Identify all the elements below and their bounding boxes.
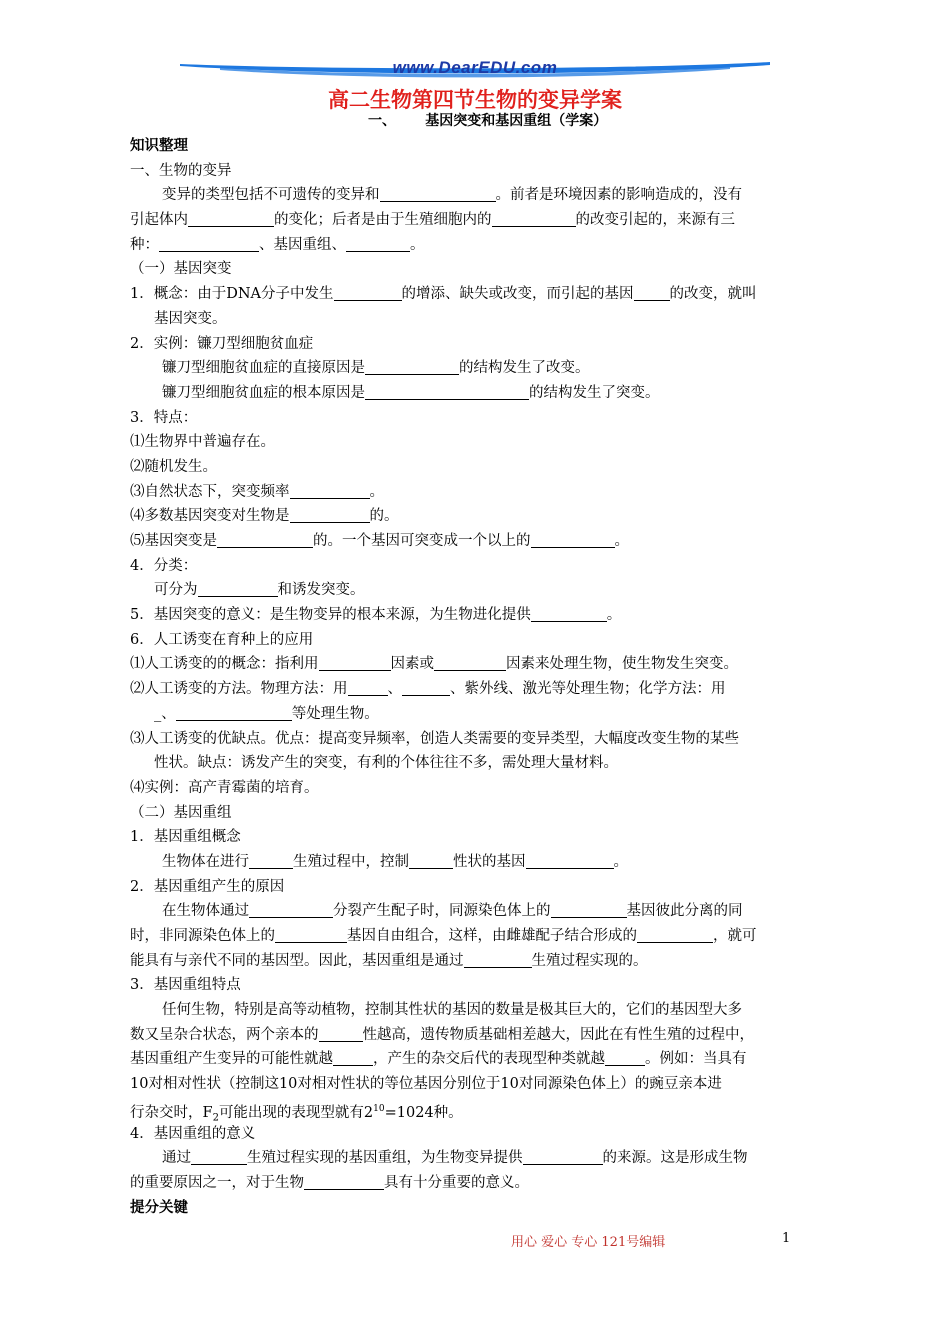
fill-blank <box>290 482 370 499</box>
fill-blank <box>492 210 576 227</box>
text-line: 行杂交时，$F_2$可能出现的表现型就有$2^{10}=1024$种。 <box>130 1103 463 1124</box>
text-line: 通过 生殖过程实现的基因重组，为生物变异提供 的来源。这是形成生物 <box>162 1150 748 1167</box>
fill-blank <box>531 531 615 548</box>
site-url: www.DearEDU.com <box>392 58 558 77</box>
text-line: 任何生物，特别是高等动植物，控制其性状的基因的数量是极其巨大的，它们的基因型大多 <box>162 1002 742 1019</box>
page-number: 1 <box>782 1231 791 1246</box>
fill-blank <box>290 506 370 523</box>
fill-blank <box>159 235 259 252</box>
text-line: 种： 、基因重组、 。 <box>130 236 425 253</box>
subsection-heading: （一）基因突变 <box>130 261 232 278</box>
text-line: _、 等处理生物。 <box>154 705 379 722</box>
text-line: ⑵人工诱变的方法。物理方法：用 、 、紫外线、激光等处理生物；化学方法：用 <box>130 681 726 698</box>
text-line: 可分为 和诱发突变。 <box>154 582 365 599</box>
text-line: ⑶人工诱变的优缺点。优点：提高变异频率，创造人类需要的变异类型，大幅度改变生物的某些 <box>130 730 739 747</box>
text-line: ⑷多数基因突变对生物是 的。 <box>130 508 399 525</box>
fill-blank <box>198 580 278 597</box>
text-line: 3．特点： <box>130 409 198 426</box>
text-line: ⑵随机发生。 <box>130 458 217 475</box>
fill-blank <box>365 383 529 400</box>
text-line: 10对相对性状（控制这10对相对性状的等位基因分别位于10对同源染色体上）的豌豆亲本进 <box>130 1076 722 1093</box>
fill-blank <box>319 654 391 671</box>
fill-blank <box>334 284 402 301</box>
fill-blank <box>191 1148 247 1165</box>
section-heading-knowledge: 知识整理 <box>130 137 188 154</box>
text-line: 1．基因重组概念 <box>130 829 241 846</box>
fill-blank <box>409 852 453 869</box>
text-line: 4．基因重组的意义 <box>130 1125 256 1142</box>
fill-blank <box>249 901 333 918</box>
document-body <box>130 134 830 1220</box>
text-line: 3．基因重组特点 <box>130 977 241 994</box>
fill-blank <box>176 704 292 721</box>
text-line: 5．基因突变的意义：是生物变异的根本来源，为生物进化提供 。 <box>130 607 622 624</box>
text-line: 一、生物的变异 <box>130 162 232 179</box>
text-line: 基因重组产生变异的可能性就越 ，产生的杂交后代的表现型种类就越 。例如：当具有 <box>130 1051 747 1068</box>
text-line: 2．实例：镰刀型细胞贫血症 <box>130 335 314 352</box>
fill-blank <box>188 210 274 227</box>
fill-blank <box>523 1148 603 1165</box>
fill-blank <box>634 284 670 301</box>
page-title: 高二生物第四节生物的变异学案 <box>328 87 622 112</box>
text-line: 4．分类： <box>130 557 198 574</box>
text-line: 引起体内 的变化；后者是由于生殖细胞内的 的改变引起的，来源有三 <box>130 212 735 229</box>
text-line: ⑴人工诱变的的概念：指利用 因素或 因素来处理生物，使生物发生突变。 <box>130 656 738 673</box>
fill-blank <box>380 185 496 202</box>
text-line: 6．人工诱变在育种上的应用 <box>130 631 314 648</box>
fill-blank <box>319 1025 363 1042</box>
text-line: 2．基因重组产生的原因 <box>130 878 285 895</box>
text-line: 镰刀型细胞贫血症的根本原因是 的结构发生了突变。 <box>162 384 660 401</box>
fill-blank <box>526 852 614 869</box>
fill-blank <box>464 951 532 968</box>
fill-blank <box>346 235 410 252</box>
page-subtitle: 一、 基因突变和基因重组（学案） <box>368 113 608 129</box>
fill-blank <box>249 852 293 869</box>
text-line: 在生物体通过 分裂产生配子时，同源染色体上的 基因彼此分离的同 <box>162 903 743 920</box>
text-line: 性状。缺点：诱发产生的突变，有利的个体往往不多，需处理大量材料。 <box>154 755 618 772</box>
text-line: 基因突变。 <box>154 310 227 327</box>
text-line: 的重要原因之一，对于生物 具有十分重要的意义。 <box>130 1174 529 1191</box>
fill-blank <box>333 1049 373 1066</box>
fill-blank <box>304 1173 384 1190</box>
fill-blank <box>275 926 347 943</box>
section-heading-key-points: 提分关键 <box>130 1198 188 1216</box>
text-line: 镰刀型细胞贫血症的直接原因是 的结构发生了改变。 <box>162 360 590 377</box>
fill-blank <box>402 679 450 696</box>
subsection-heading: （二）基因重组 <box>130 804 232 821</box>
text-line: 生物体在进行 生殖过程中，控制 性状的基因 。 <box>162 853 628 870</box>
fill-blank <box>637 926 713 943</box>
fill-blank <box>434 654 506 671</box>
fill-blank <box>348 679 388 696</box>
text-line: 时，非同源染色体上的 基因自由组合，这样，由雌雄配子结合形成的 ，就可 <box>130 928 757 944</box>
text-line: ⑷实例：高产青霉菌的培育。 <box>130 779 319 796</box>
text-line: ⑸基因突变是 的。一个基因可突变成一个以上的 。 <box>130 533 629 549</box>
fill-blank <box>605 1049 645 1066</box>
text-line: 能具有与亲代不同的基因型。因此，基因重组是通过 生殖过程实现的。 <box>130 952 648 969</box>
fill-blank <box>531 605 607 622</box>
fill-blank <box>551 901 627 918</box>
footer-note: 用心 爱心 专心 121号编辑 <box>511 1235 666 1250</box>
text-line: ⑴生物界中普遍存在。 <box>130 434 275 451</box>
fill-blank <box>365 358 459 375</box>
text-line: ⑶自然状态下，突变频率 。 <box>130 483 384 500</box>
fill-blank <box>217 531 313 548</box>
text-line: 数又呈杂合状态，两个亲本的 性越高，遗传物质基础相差越大，因此在有性生殖的过程中， <box>130 1026 754 1043</box>
text-line: 变异的类型包括不可遗传的变异和 。前者是环境因素的影响造成的，没有 <box>162 187 742 204</box>
text-line: 1．概念：由于DNA分子中发生 的增添、缺失或改变，而引起的基因 的改变，就叫 <box>130 286 757 303</box>
